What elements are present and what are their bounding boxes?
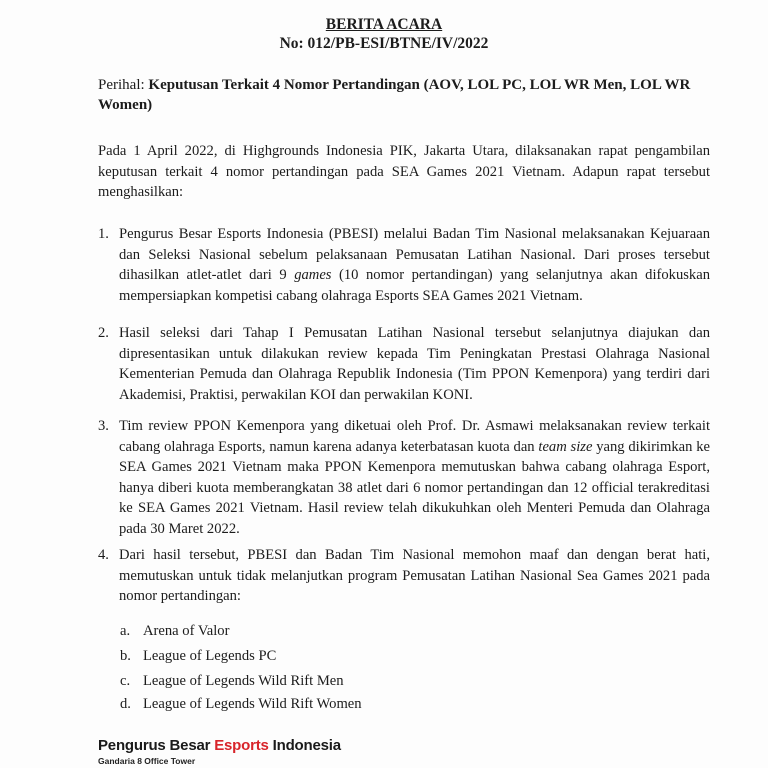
sub-list-item	[120, 621, 229, 641]
list-item-text: Tim review PPON Kemenpora yang diketuai oleh Prof. Dr. Asmawi melaksanakan review terkait cabang olahraga Esports, namun karena adanya keterbatasan kuota dan team size yang dikirimkan ke SEA Games 2021 Vietnam maka PPON Kemenpora memutuskan bahwa cabang olahraga Esport, hanya diberi kuota memberangkatan 38 atlet dari 6 nomor pertandingan dan 12 official terakreditasi ke SEA Games 2021 Vietnam. Hasil review telah dikukuhkan oleh Menteri Pemuda dan Olahraga pada 30 Maret 2022.	[119, 418, 710, 537]
list-item-number: 1.	[98, 226, 109, 242]
sub-list-item	[120, 694, 362, 714]
document-number: No: 012/PB-ESI/BTNE/IV/2022	[279, 35, 489, 52]
list-item-number: 2.	[98, 325, 109, 341]
list-item-number: 4.	[98, 547, 109, 563]
subject-text: Keputusan Terkait 4 Nomor Pertandingan (AOV, LOL PC, LOL WR Men, LOL WR Women)	[98, 77, 691, 113]
sub-list-text: League of Legends PC	[143, 648, 277, 664]
footer-organization: Pengurus Besar Esports Indonesia	[98, 737, 341, 754]
sub-list-text: League of Legends Wild Rift Men	[143, 673, 344, 689]
subject-line	[98, 75, 708, 115]
list-item-number: 3.	[98, 418, 109, 434]
list-item	[98, 323, 710, 405]
document-header	[0, 15, 768, 53]
sub-list-letter: b.	[120, 648, 131, 664]
sub-list-item	[120, 646, 276, 666]
sub-list-letter: d.	[120, 696, 131, 712]
intro-paragraph: Pada 1 April 2022, di Highgrounds Indonesia PIK, Jakarta Utara, dilaksanakan rapat pengambilan keputusan terkait 4 nomor pertandingan pada SEA Games 2021 Vietnam. Adapun rapat tersebut menghasilkan:	[98, 143, 710, 200]
list-item	[98, 224, 710, 306]
subject-label: Perihal:	[98, 77, 145, 93]
list-item-text: Dari hasil tersebut, PBESI dan Badan Tim Nasional memohon maaf dan dengan berat hati, memutuskan untuk tidak melanjutkan program Pemusatan Latihan Nasional Sea Games 2021 pada nomor pertandingan:	[119, 547, 710, 604]
sub-list-letter: a.	[120, 623, 131, 639]
list-item-text: Pengurus Besar Esports Indonesia (PBESI) melalui Badan Tim Nasional melaksanakan Kejuaraan dan Seleksi Nasional sebelum pelaksanaan Pemusatan Latihan Nasional. Dari proses tersebut dihasilkan atlet-atlet dari 9 games (10 nomor pertandingan) yang selanjutnya akan difokuskan mempersiapkan kompetisi cabang olahraga Esports SEA Games 2021 Vietnam.	[119, 226, 710, 304]
sub-list-item	[120, 671, 344, 691]
sub-list-text: League of Legends Wild Rift Women	[143, 696, 362, 712]
sub-list-letter: c.	[120, 673, 131, 689]
sub-list-text: Arena of Valor	[143, 623, 230, 639]
footer-address: Gandaria 8 Office Tower	[98, 756, 196, 766]
footer-accent-word: Esports	[214, 737, 269, 754]
list-item	[98, 545, 710, 607]
document-title: BERITA ACARA	[325, 16, 443, 33]
list-item-text: Hasil seleksi dari Tahap I Pemusatan Latihan Nasional tersebut selanjutnya diajukan dan dipresentasikan untuk dilakukan review kepada Tim Peningkatan Prestasi Olahraga Nasional Kementerian Pemuda dan Olahraga Republik Indonesia (Tim PPON Kemenpora) yang terdiri dari Akademisi, Praktisi, perwakilan KOI dan perwakilan KONI.	[119, 325, 710, 403]
list-item	[98, 416, 710, 539]
